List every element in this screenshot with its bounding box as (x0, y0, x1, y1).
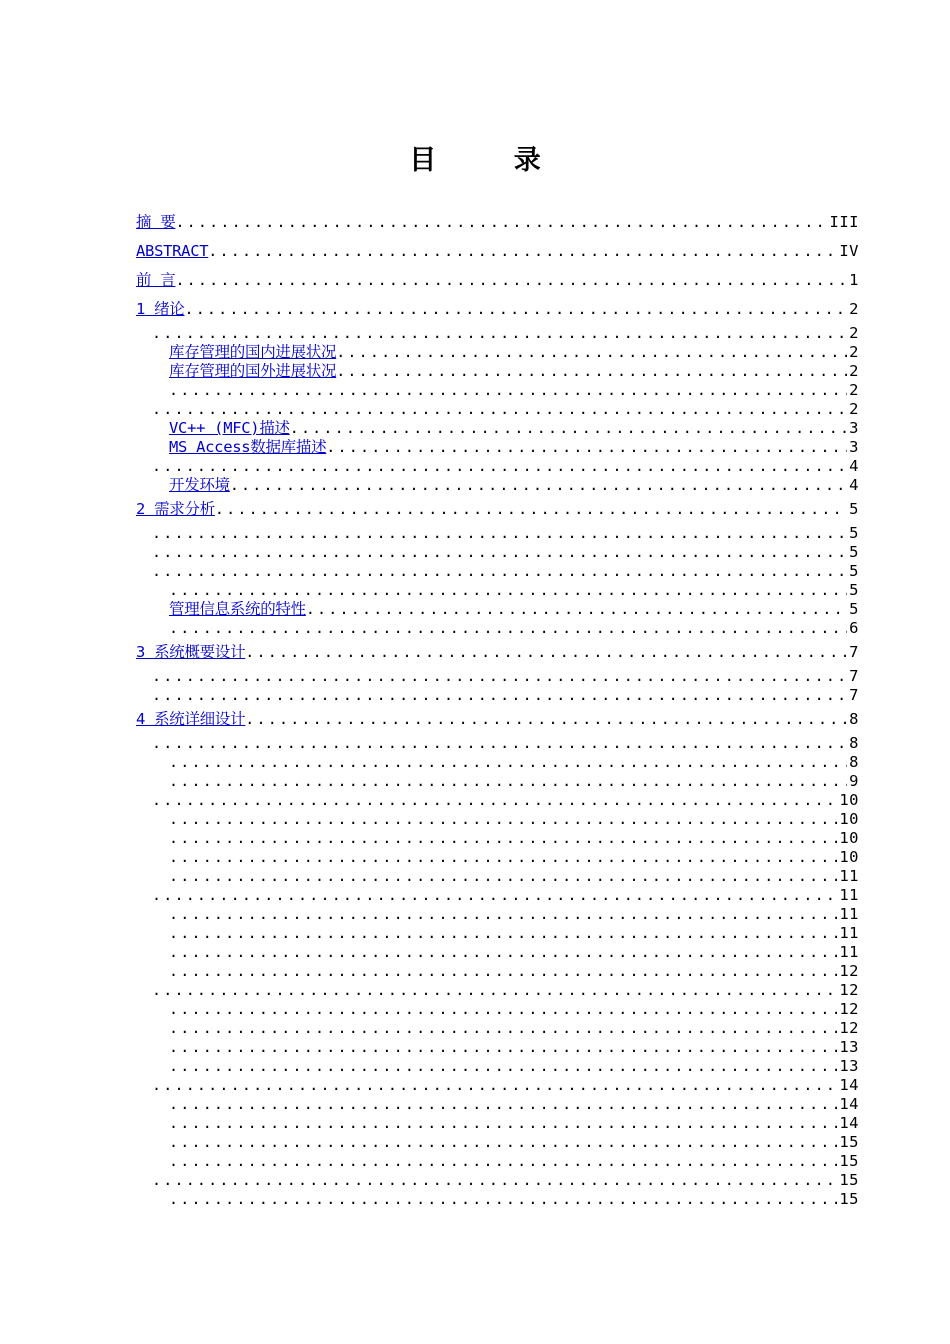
toc-entry[interactable] (136, 867, 859, 886)
toc-entry[interactable] (136, 753, 859, 772)
toc-dot-leader (152, 324, 847, 343)
toc-page-number: 5 (849, 543, 859, 561)
toc-entry[interactable] (136, 581, 859, 600)
toc-dot-leader (215, 495, 847, 524)
toc-entry[interactable] (136, 924, 859, 943)
toc-dot-leader (169, 381, 847, 400)
toc-entry-link[interactable]: 摘 要 (136, 213, 176, 231)
toc-page-number: 4 (849, 457, 859, 475)
toc-page-number: 14 (839, 1095, 859, 1113)
toc-entry-link[interactable]: 库存管理的国外进展状况 (169, 362, 337, 380)
toc-entry[interactable] (136, 343, 859, 362)
toc-entry[interactable] (136, 266, 859, 295)
toc-dot-leader (152, 886, 837, 905)
toc-page-number: III (829, 213, 859, 231)
toc-page-number: 10 (839, 791, 859, 809)
toc-entry[interactable] (136, 362, 859, 381)
toc-page-number: 15 (839, 1190, 859, 1208)
toc-entry-link[interactable]: ABSTRACT (136, 242, 209, 260)
toc-dot-leader (169, 1095, 837, 1114)
toc-entry[interactable] (136, 905, 859, 924)
toc-dot-leader (152, 981, 837, 1000)
toc-entry[interactable] (136, 1076, 859, 1095)
toc-page-number: 7 (849, 667, 859, 685)
toc-page-number: 12 (839, 962, 859, 980)
toc-entry[interactable] (136, 1019, 859, 1038)
toc-entry[interactable] (136, 705, 859, 734)
toc-dot-leader (290, 419, 847, 438)
toc-entry[interactable] (136, 1190, 859, 1209)
toc-dot-leader (152, 400, 847, 419)
toc-page-number: 8 (849, 734, 859, 752)
toc-dot-leader (169, 905, 837, 924)
toc-entry[interactable] (136, 1000, 859, 1019)
toc-dot-leader (169, 943, 837, 962)
toc-page-number: 1 (849, 271, 859, 289)
toc-entry[interactable] (136, 981, 859, 1000)
toc-page-number: 5 (849, 562, 859, 580)
toc-entry-link[interactable]: MS Access数据库描述 (169, 438, 327, 456)
toc-dot-leader (245, 638, 847, 667)
toc-page-number: 7 (849, 643, 859, 661)
toc-dot-leader (152, 734, 847, 753)
toc-entry[interactable] (136, 438, 859, 457)
toc-dot-leader (169, 1114, 837, 1133)
toc-page-number: 8 (849, 753, 859, 771)
toc-page-number: 3 (849, 419, 859, 437)
toc-dot-leader (169, 1152, 837, 1171)
toc-page-number: 5 (849, 524, 859, 542)
toc-page-number: IV (839, 242, 859, 260)
toc-page-number: 7 (849, 686, 859, 704)
toc-entry[interactable] (136, 962, 859, 981)
toc-entry[interactable] (136, 457, 859, 476)
toc-entry[interactable] (136, 1095, 859, 1114)
toc-dot-leader (152, 457, 847, 476)
table-of-contents (136, 208, 859, 1209)
toc-entry[interactable] (136, 495, 859, 524)
toc-page-number: 2 (849, 400, 859, 418)
toc-entry[interactable] (136, 667, 859, 686)
toc-entry[interactable] (136, 791, 859, 810)
toc-page-number: 5 (849, 600, 859, 618)
toc-entry[interactable] (136, 476, 859, 495)
toc-dot-leader (152, 1076, 837, 1095)
toc-entry-link[interactable]: 开发环境 (169, 476, 230, 494)
toc-page-number: 15 (839, 1133, 859, 1151)
toc-page-number: 8 (849, 710, 859, 728)
toc-entry[interactable] (136, 1133, 859, 1152)
toc-entry[interactable] (136, 810, 859, 829)
toc-page-number: 11 (839, 886, 859, 904)
toc-page-number: 15 (839, 1171, 859, 1189)
toc-dot-leader (169, 1000, 837, 1019)
toc-page-number: 12 (839, 981, 859, 999)
toc-dot-leader (169, 1190, 837, 1209)
toc-page-number: 2 (849, 343, 859, 361)
toc-page-number: 11 (839, 867, 859, 885)
toc-page-number: 2 (849, 381, 859, 399)
toc-dot-leader (336, 362, 847, 381)
toc-entry[interactable] (136, 524, 859, 543)
toc-dot-leader (169, 619, 847, 638)
toc-dot-leader (152, 524, 847, 543)
toc-dot-leader (152, 562, 847, 581)
toc-page-number: 12 (839, 1019, 859, 1037)
toc-page-number: 9 (849, 772, 859, 790)
toc-page-number: 6 (849, 619, 859, 637)
toc-entry-link[interactable]: 4 系统详细设计 (136, 710, 246, 728)
toc-entry[interactable] (136, 237, 859, 266)
toc-entry[interactable] (136, 1171, 859, 1190)
toc-dot-leader (169, 1133, 837, 1152)
toc-entry[interactable] (136, 1057, 859, 1076)
toc-dot-leader (152, 543, 847, 562)
toc-page-number: 5 (849, 581, 859, 599)
toc-entry[interactable] (136, 324, 859, 343)
toc-entry[interactable] (136, 562, 859, 581)
toc-entry-link[interactable]: 前 言 (136, 271, 176, 289)
toc-dot-leader (169, 753, 847, 772)
toc-entry-link[interactable]: 管理信息系统的特性 (169, 600, 306, 618)
toc-page-number: 10 (839, 848, 859, 866)
toc-page-number: 10 (839, 829, 859, 847)
toc-dot-leader (326, 438, 847, 457)
toc-entry[interactable] (136, 1114, 859, 1133)
toc-dot-leader (208, 237, 837, 266)
toc-dot-leader (336, 343, 847, 362)
toc-dot-leader (169, 810, 837, 829)
toc-entry[interactable] (136, 295, 859, 324)
toc-entry[interactable] (136, 208, 859, 237)
toc-page-number: 3 (849, 438, 859, 456)
page-title: 目 录 (409, 145, 575, 176)
toc-page-number: 11 (839, 905, 859, 923)
toc-entry[interactable] (136, 848, 859, 867)
toc-entry[interactable] (136, 734, 859, 753)
toc-dot-leader (306, 600, 847, 619)
toc-entry[interactable] (136, 1038, 859, 1057)
toc-entry[interactable] (136, 381, 859, 400)
toc-page-number: 10 (839, 810, 859, 828)
toc-dot-leader (169, 772, 847, 791)
toc-entry[interactable] (136, 619, 859, 638)
toc-entry[interactable] (136, 400, 859, 419)
toc-entry-link[interactable]: 3 系统概要设计 (136, 643, 246, 661)
toc-dot-leader (169, 848, 837, 867)
toc-page-number: 2 (849, 362, 859, 380)
toc-dot-leader (169, 1057, 837, 1076)
toc-page-number: 11 (839, 943, 859, 961)
toc-dot-leader (175, 208, 827, 237)
toc-dot-leader (169, 867, 837, 886)
toc-dot-leader (152, 1171, 837, 1190)
toc-entry[interactable] (136, 543, 859, 562)
toc-entry[interactable] (136, 943, 859, 962)
toc-page-number: 15 (839, 1152, 859, 1170)
toc-dot-leader (169, 581, 847, 600)
toc-entry[interactable] (136, 886, 859, 905)
toc-page-number: 13 (839, 1057, 859, 1075)
toc-page-number: 14 (839, 1076, 859, 1094)
toc-dot-leader (169, 962, 837, 981)
toc-page-number: 14 (839, 1114, 859, 1132)
toc-page-number: 5 (849, 500, 859, 518)
toc-entry-link[interactable]: 2 需求分析 (136, 500, 215, 518)
toc-dot-leader (169, 924, 837, 943)
toc-entry[interactable] (136, 829, 859, 848)
toc-dot-leader (245, 705, 847, 734)
toc-entry[interactable] (136, 686, 859, 705)
toc-entry[interactable] (136, 419, 859, 438)
toc-dot-leader (169, 829, 837, 848)
toc-page-number: 4 (849, 476, 859, 494)
toc-page-number: 11 (839, 924, 859, 942)
toc-entry[interactable] (136, 638, 859, 667)
toc-entry[interactable] (136, 1152, 859, 1171)
toc-entry[interactable] (136, 600, 859, 619)
toc-entry[interactable] (136, 772, 859, 791)
toc-page-number: 2 (849, 300, 859, 318)
toc-dot-leader (169, 1019, 837, 1038)
toc-dot-leader (169, 1038, 837, 1057)
toc-dot-leader (152, 667, 847, 686)
toc-dot-leader (152, 791, 837, 810)
toc-page-number: 2 (849, 324, 859, 342)
toc-entry-link[interactable]: 1 绪论 (136, 300, 185, 318)
toc-dot-leader (152, 686, 847, 705)
toc-dot-leader (184, 295, 847, 324)
toc-entry-link[interactable]: 库存管理的国内进展状况 (169, 343, 337, 361)
toc-page-number: 12 (839, 1000, 859, 1018)
toc-page-number: 13 (839, 1038, 859, 1056)
toc-entry-link[interactable]: VC++ (MFC)描述 (169, 419, 290, 437)
toc-dot-leader (175, 266, 847, 295)
toc-dot-leader (230, 476, 847, 495)
